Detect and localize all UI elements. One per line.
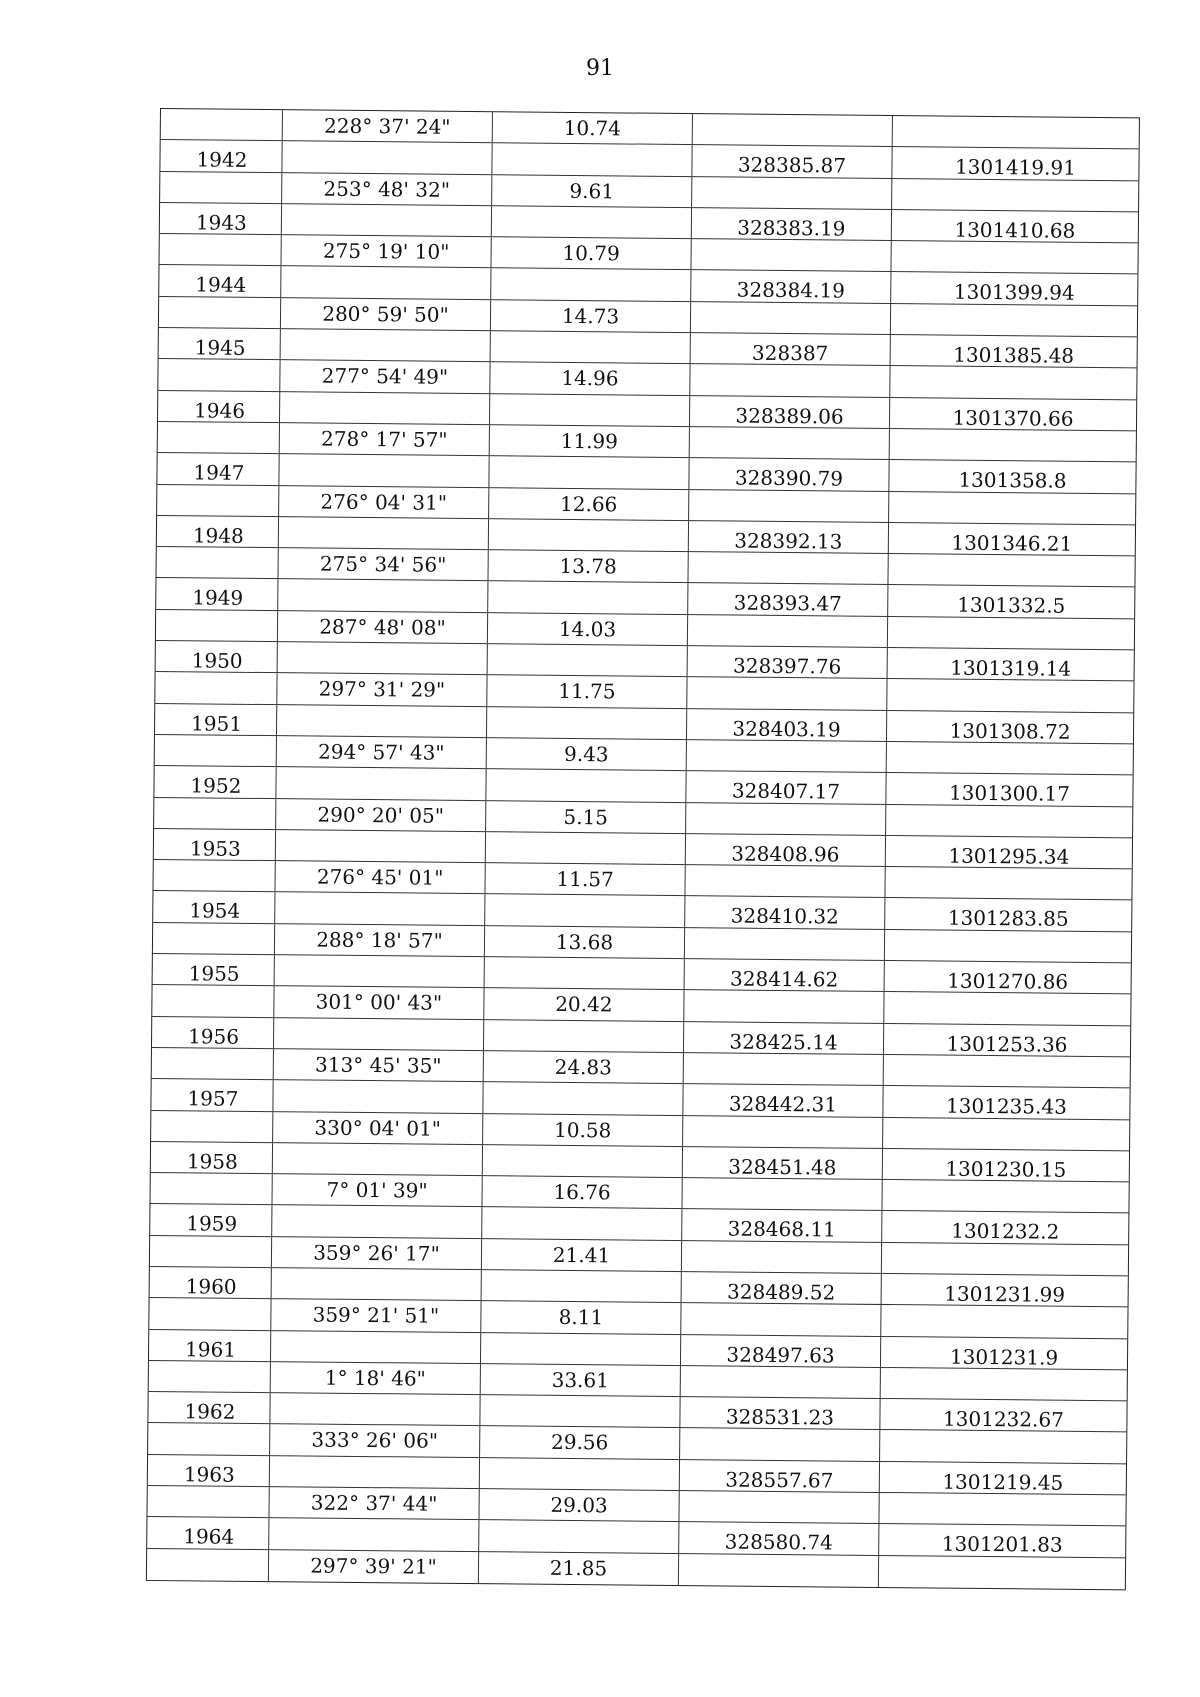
northing-cell — [690, 427, 890, 459]
bearing-cell: 330° 04' 01" — [273, 1112, 483, 1144]
distance-cell: 29.56 — [480, 1427, 680, 1459]
station-cell: 1946 — [158, 391, 280, 422]
bearing-cell — [280, 392, 490, 424]
distance-cell: 29.03 — [479, 1489, 679, 1521]
distance-cell: 9.43 — [487, 738, 687, 770]
distance-cell: 11.75 — [487, 676, 687, 708]
bearing-cell — [270, 1456, 480, 1488]
bearing-cell: 359° 26' 17" — [272, 1237, 482, 1269]
distance-cell: 14.03 — [488, 613, 688, 645]
bearing-cell: 359° 21' 51" — [271, 1299, 481, 1331]
distance-cell: 33.61 — [481, 1364, 681, 1396]
station-cell: 1956 — [152, 1017, 274, 1048]
bearing-cell — [274, 1018, 484, 1050]
station-cell — [161, 109, 283, 140]
northing-cell — [684, 990, 884, 1022]
bearing-cell: 301° 00' 43" — [274, 986, 484, 1018]
northing-cell — [685, 865, 885, 897]
bearing-cell — [272, 1206, 482, 1238]
distance-cell — [485, 895, 685, 927]
northing-cell: 328407.17 — [686, 771, 886, 803]
bearing-cell — [279, 517, 489, 549]
bearing-cell — [282, 141, 492, 173]
station-cell: 1942 — [160, 140, 282, 171]
station-cell — [156, 610, 278, 641]
northing-cell — [681, 1303, 881, 1335]
distance-cell: 8.11 — [481, 1301, 681, 1333]
distance-cell — [479, 1520, 679, 1552]
bearing-cell — [270, 1393, 480, 1425]
distance-cell — [491, 269, 691, 301]
northing-cell: 328580.74 — [679, 1522, 879, 1554]
distance-cell — [492, 143, 692, 175]
station-cell: 1955 — [153, 954, 275, 985]
northing-cell: 328442.31 — [683, 1084, 883, 1116]
distance-cell: 14.96 — [490, 363, 690, 395]
bearing-cell — [273, 1080, 483, 1112]
distance-cell — [487, 707, 687, 739]
easting-cell: 1301319.14 — [950, 655, 1072, 681]
bearing-cell: 228° 37' 24" — [283, 110, 493, 142]
distance-cell — [488, 644, 688, 676]
distance-cell: 11.99 — [490, 425, 690, 457]
bearing-cell: 297° 39' 21" — [269, 1550, 479, 1583]
station-cell — [158, 359, 280, 390]
distance-cell — [480, 1458, 680, 1490]
northing-cell — [692, 177, 892, 209]
distance-cell — [486, 832, 686, 864]
station-cell: 1960 — [150, 1267, 272, 1298]
bearing-cell — [272, 1268, 482, 1300]
station-cell — [150, 1236, 272, 1267]
northing-cell: 328387 — [691, 333, 891, 365]
distance-cell: 9.61 — [492, 175, 692, 207]
easting-cell — [890, 366, 1136, 399]
bearing-cell — [276, 767, 486, 799]
easting-cell — [882, 1180, 1128, 1213]
station-cell: 1964 — [147, 1517, 269, 1548]
easting-cell — [893, 116, 1139, 149]
easting-cell: 1301253.36 — [946, 1031, 1068, 1057]
distance-cell: 12.66 — [489, 488, 689, 520]
easting-cell: 1301385.48 — [953, 342, 1075, 368]
northing-cell — [683, 1116, 883, 1148]
bearing-cell — [275, 955, 485, 987]
northing-cell: 328389.06 — [690, 396, 890, 428]
northing-cell — [682, 1241, 882, 1273]
bearing-cell: 290° 20' 05" — [276, 799, 486, 831]
northing-cell — [688, 615, 888, 647]
easting-cell: 1301231.99 — [944, 1281, 1066, 1307]
station-cell — [151, 1110, 273, 1141]
bearing-cell — [282, 204, 492, 236]
easting-cell: 1301295.34 — [948, 843, 1070, 869]
northing-cell — [693, 114, 893, 146]
northing-cell: 328557.67 — [680, 1460, 880, 1492]
northing-cell: 328385.87 — [692, 145, 892, 177]
northing-cell — [689, 490, 889, 522]
bearing-cell: 287° 48' 08" — [278, 611, 488, 643]
northing-cell: 328397.76 — [688, 646, 888, 678]
page-number: 91 — [586, 56, 614, 81]
easting-cell: 1301410.68 — [954, 217, 1076, 243]
distance-cell — [483, 1145, 683, 1177]
easting-cell — [888, 617, 1134, 650]
bearing-cell: 322° 37' 44" — [269, 1487, 479, 1519]
station-cell — [157, 485, 279, 516]
northing-cell — [685, 928, 885, 960]
distance-cell: 10.79 — [491, 237, 691, 269]
bearing-cell: 313° 45' 35" — [274, 1049, 484, 1081]
station-cell: 1950 — [156, 641, 278, 672]
distance-cell — [492, 206, 692, 238]
easting-cell — [882, 1243, 1128, 1276]
easting-cell — [891, 241, 1137, 274]
northing-cell — [687, 740, 887, 772]
easting-cell — [879, 1556, 1125, 1590]
easting-cell: 1301270.86 — [947, 968, 1069, 994]
easting-cell — [888, 554, 1134, 587]
easting-cell — [883, 1117, 1129, 1150]
bearing-cell: 277° 54' 49" — [280, 361, 490, 393]
distance-cell — [483, 1082, 683, 1114]
easting-cell: 1301201.83 — [941, 1531, 1063, 1557]
easting-cell: 1301283.85 — [947, 906, 1069, 932]
station-cell — [147, 1486, 269, 1517]
station-cell — [150, 1173, 272, 1204]
northing-cell — [680, 1429, 880, 1461]
station-cell: 1943 — [160, 203, 282, 234]
easting-cell — [884, 992, 1130, 1025]
station-cell: 1954 — [153, 891, 275, 922]
northing-cell — [687, 677, 887, 709]
distance-cell — [489, 456, 689, 488]
easting-cell — [881, 1368, 1127, 1401]
easting-cell: 1301231.9 — [949, 1344, 1059, 1370]
easting-cell — [891, 304, 1137, 337]
distance-cell — [482, 1270, 682, 1302]
distance-cell — [480, 1395, 680, 1427]
station-cell: 1948 — [157, 516, 279, 547]
station-cell — [156, 547, 278, 578]
northing-cell — [679, 1554, 879, 1587]
bearing-cell: 278° 17' 57" — [280, 423, 490, 455]
northing-cell: 328392.13 — [689, 521, 889, 553]
easting-cell: 1301370.66 — [952, 405, 1074, 431]
easting-cell: 1301235.43 — [945, 1093, 1068, 1119]
easting-cell — [886, 805, 1132, 838]
station-cell: 1944 — [159, 265, 281, 296]
easting-cell — [880, 1430, 1126, 1463]
easting-cell — [889, 492, 1135, 525]
northing-cell: 328410.32 — [685, 897, 885, 929]
distance-cell: 21.41 — [482, 1239, 682, 1271]
station-cell: 1959 — [150, 1204, 272, 1235]
station-cell — [159, 234, 281, 265]
distance-cell: 5.15 — [486, 801, 686, 833]
bearing-cell — [271, 1331, 481, 1363]
bearing-cell: 7° 01' 39" — [272, 1174, 482, 1206]
distance-cell: 11.57 — [485, 863, 685, 895]
station-cell: 1953 — [154, 829, 276, 860]
station-cell: 1958 — [151, 1142, 273, 1173]
easting-cell: 1301230.15 — [945, 1156, 1067, 1182]
station-cell — [147, 1549, 269, 1581]
easting-cell — [887, 742, 1133, 775]
bearing-cell: 276° 45' 01" — [275, 861, 485, 893]
northing-cell: 328468.11 — [682, 1209, 882, 1241]
northing-cell: 328390.79 — [689, 458, 889, 490]
station-cell: 1952 — [154, 766, 276, 797]
bearing-cell — [278, 580, 488, 612]
bearing-cell: 294° 57' 43" — [277, 736, 487, 768]
northing-cell: 328384.19 — [691, 271, 891, 303]
bearing-cell: 276° 04' 31" — [279, 486, 489, 518]
coordinate-table — [146, 108, 1140, 1590]
northing-cell: 328414.62 — [685, 959, 885, 991]
bearing-cell: 288° 18' 57" — [275, 924, 485, 956]
bearing-cell — [269, 1518, 479, 1550]
bearing-cell — [278, 642, 488, 674]
bearing-cell — [279, 454, 489, 486]
northing-cell — [684, 1053, 884, 1085]
distance-cell: 20.42 — [484, 988, 684, 1020]
distance-cell: 16.76 — [482, 1176, 682, 1208]
bearing-cell: 275° 34' 56" — [278, 548, 488, 580]
northing-cell — [679, 1491, 879, 1523]
bearing-cell: 297° 31' 29" — [277, 673, 487, 705]
station-cell — [159, 297, 281, 328]
distance-cell — [490, 394, 690, 426]
bearing-cell — [273, 1143, 483, 1175]
easting-cell: 1301346.21 — [951, 530, 1073, 556]
distance-cell — [486, 769, 686, 801]
northing-cell — [682, 1178, 882, 1210]
northing-cell: 328393.47 — [688, 584, 888, 616]
bearing-cell — [281, 267, 491, 299]
station-cell — [158, 422, 280, 453]
northing-cell: 328425.14 — [684, 1022, 884, 1054]
easting-cell: 1301308.72 — [949, 718, 1071, 744]
distance-cell: 14.73 — [491, 300, 691, 332]
station-cell — [153, 923, 275, 954]
easting-cell: 1301332.5 — [957, 593, 1066, 619]
station-cell — [149, 1361, 271, 1392]
distance-cell — [489, 519, 689, 551]
distance-cell — [481, 1333, 681, 1365]
station-cell — [152, 985, 274, 1016]
station-cell — [152, 1048, 274, 1079]
station-cell — [155, 672, 277, 703]
northing-cell: 328451.48 — [683, 1147, 883, 1179]
distance-cell: 21.85 — [479, 1552, 679, 1585]
station-cell: 1961 — [149, 1330, 271, 1361]
easting-cell — [881, 1305, 1127, 1338]
station-cell — [149, 1298, 271, 1329]
station-cell: 1945 — [159, 328, 281, 359]
distance-cell: 13.68 — [485, 926, 685, 958]
station-cell — [148, 1423, 270, 1454]
bearing-cell — [275, 893, 485, 925]
northing-cell: 328408.96 — [686, 834, 886, 866]
easting-cell: 1301232.2 — [951, 1219, 1060, 1245]
easting-cell — [884, 1055, 1130, 1088]
bearing-cell — [281, 329, 491, 361]
bearing-cell — [277, 705, 487, 737]
easting-cell — [892, 179, 1138, 212]
northing-cell — [691, 239, 891, 271]
northing-cell: 328383.19 — [692, 208, 892, 240]
easting-cell — [885, 867, 1131, 900]
station-cell — [154, 798, 276, 829]
northing-cell — [681, 1366, 881, 1398]
easting-cell: 1301232.67 — [942, 1406, 1065, 1432]
easting-cell: 1301358.8 — [958, 467, 1067, 493]
distance-cell: 10.58 — [483, 1114, 683, 1146]
distance-cell: 13.78 — [488, 550, 688, 582]
bearing-cell: 253° 48' 32" — [282, 173, 492, 205]
easting-cell — [879, 1493, 1125, 1526]
easting-cell: 1301300.17 — [948, 780, 1071, 806]
bearing-cell — [276, 830, 486, 862]
bearing-cell: 275° 19' 10" — [281, 235, 491, 267]
distance-cell: 24.83 — [484, 1051, 684, 1083]
station-cell: 1949 — [156, 578, 278, 609]
northing-cell: 328497.63 — [681, 1335, 881, 1367]
station-cell — [155, 735, 277, 766]
distance-cell — [488, 582, 688, 614]
easting-cell: 1301399.94 — [953, 280, 1075, 306]
bearing-cell: 1° 18' 46" — [271, 1362, 481, 1394]
station-cell — [153, 860, 275, 891]
distance-cell: 10.74 — [493, 112, 693, 144]
bearing-cell: 280° 59' 50" — [281, 298, 491, 330]
northing-cell — [688, 552, 888, 584]
easting-cell — [890, 429, 1136, 462]
northing-cell: 328531.23 — [680, 1397, 880, 1429]
station-cell: 1957 — [151, 1079, 273, 1110]
easting-cell — [887, 679, 1133, 712]
distance-cell — [491, 331, 691, 363]
easting-cell: 1301419.91 — [954, 154, 1077, 180]
northing-cell — [686, 803, 886, 835]
distance-cell — [484, 1020, 684, 1052]
station-cell: 1963 — [148, 1455, 270, 1486]
easting-cell: 1301219.45 — [942, 1469, 1064, 1495]
station-cell: 1951 — [155, 704, 277, 735]
distance-cell — [482, 1208, 682, 1240]
easting-cell — [885, 930, 1131, 963]
station-cell: 1962 — [148, 1392, 270, 1423]
northing-cell: 328403.19 — [687, 709, 887, 741]
station-cell: 1947 — [157, 453, 279, 484]
bearing-cell: 333° 26' 06" — [270, 1425, 480, 1457]
northing-cell — [691, 302, 891, 334]
distance-cell — [485, 957, 685, 989]
station-cell — [160, 172, 282, 203]
northing-cell: 328489.52 — [682, 1272, 882, 1304]
northing-cell — [690, 364, 890, 396]
